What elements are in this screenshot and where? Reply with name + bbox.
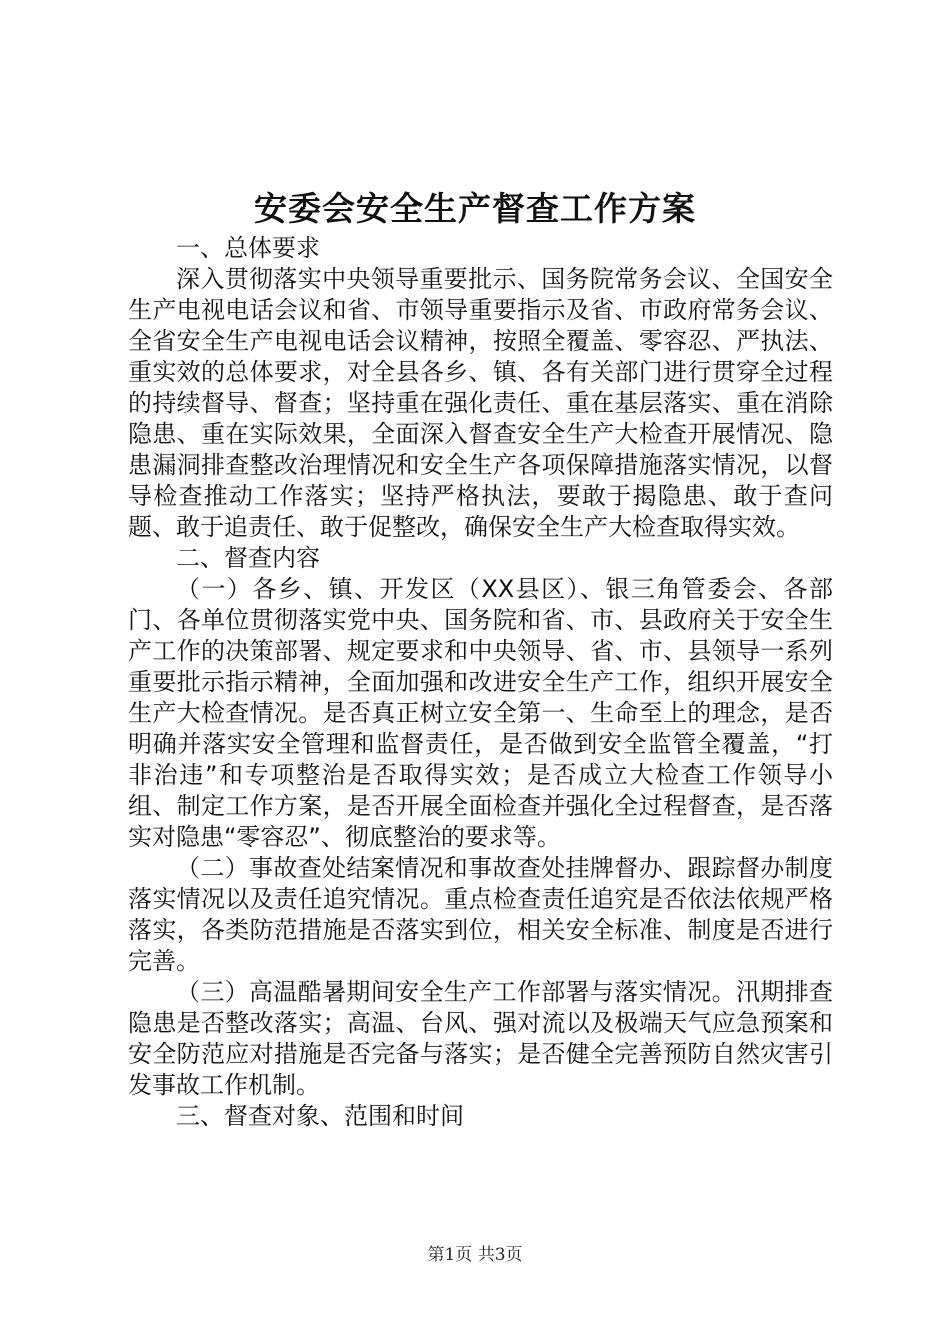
section-heading-overall-requirements: 一、总体要求 — [176, 234, 320, 262]
paragraph-inspection-item-1: （一）各乡、镇、开发区（XX县区）、银三角管委会、各部门、各单位贯彻落实党中央、国务院和省、市、县政府关于安全生产工作的决策部署、规定要求和中央领导、省、市、县领导一系列重要批示指示精神，全面加强和改进安全生产工作，组织开展安全生产大检查情况。是否真正树立安全第一、生命至上的理念，是否明确并落实安全管理和监督责任，是否做到安全监管全覆盖，“打非治违”和专项整治是否取得实效；是否成立大检查工作领导小组、制定工作方案，是否开展全面检查并强化全过程督查，是否落实对隐患“零容忍”、彻底整治的要求等。 — [128, 575, 833, 851]
paragraph-inspection-item-2: （二）事故查处结案情况和事故查处挂牌督办、跟踪督办制度落实情况以及责任追究情况。重点检查责任追究是否依法依规严格落实，各类防范措施是否落实到位，相关安全标准、制度是否进行完善。 — [128, 854, 833, 975]
page-number-footer: 第1页 共3页 — [427, 1245, 523, 1265]
section-heading-inspection-content: 二、督查内容 — [176, 544, 320, 572]
document-body — [128, 233, 833, 1132]
document-title: 安委会安全生产督查工作方案 — [254, 189, 696, 228]
paragraph-overall-requirements: 深入贯彻落实中央领导重要批示、国务院常务会议、全国安全生产电视电话会议和省、市领导重要指示及省、市政府常务会议、全省安全生产电视电话会议精神，按照全覆盖、零容忍、严执法、重实效的总体要求，对全县各乡、镇、各有关部门进行贯穿全过程的持续督导、督查；坚持重在强化责任、重在基层落实、重在消除隐患、重在实际效果，全面深入督查安全生产大检查开展情况、隐患漏洞排查整改治理情况和安全生产各项保障措施落实情况，以督导检查推动工作落实；坚持严格执法，要敢于揭隐患、敢于查问题、敢于追责任、敢于促整改，确保安全生产大检查取得实效。 — [128, 265, 833, 541]
section-heading-inspection-scope: 三、督查对象、范围和时间 — [176, 1102, 464, 1130]
paragraph-inspection-item-3: （三）高温酷暑期间安全生产工作部署与落实情况。汛期排查隐患是否整改落实；高温、台风、强对流以及极端天气应急预案和安全防范应对措施是否完备与落实；是否健全完善预防自然灾害引发事故工作机制。 — [128, 978, 833, 1099]
